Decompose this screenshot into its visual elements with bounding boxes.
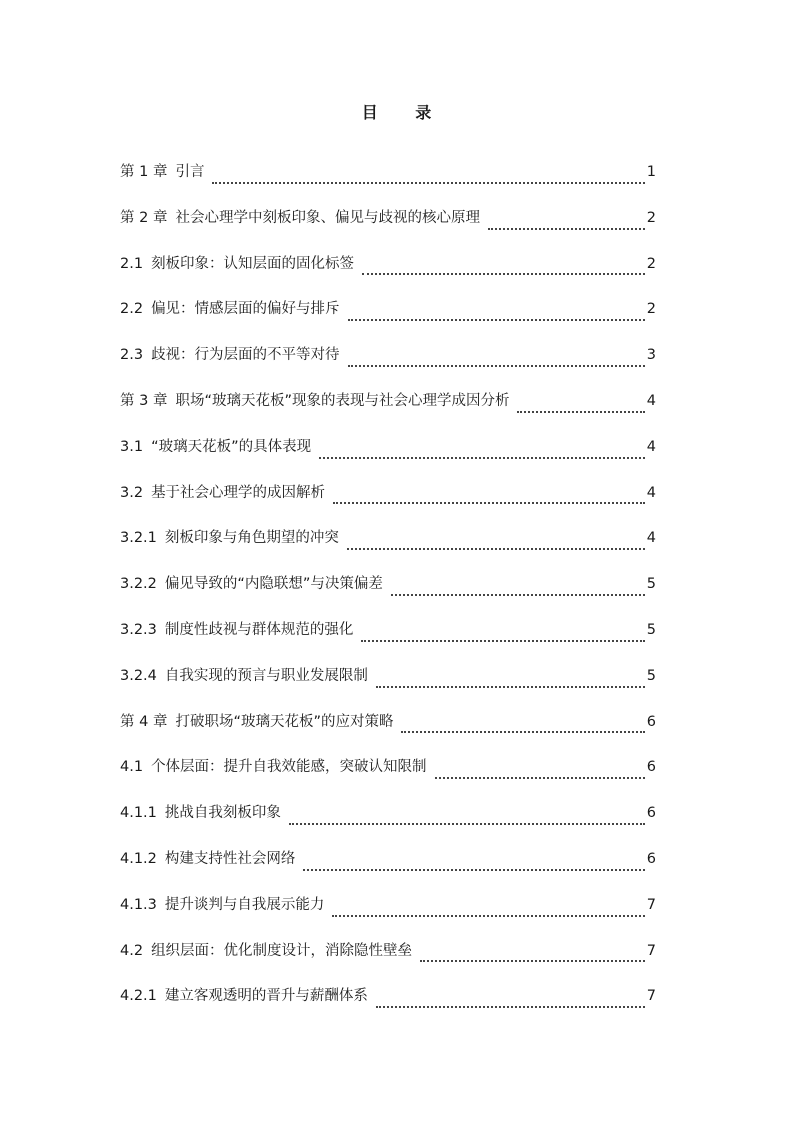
toc-entry-page: 3 <box>646 347 656 364</box>
toc-entry[interactable] <box>120 434 656 480</box>
toc-entry-number: 第 2 章 <box>120 209 168 226</box>
toc-entry-page: 2 <box>646 255 656 272</box>
toc-entry-title: 组织层面：优化制度设计，消除隐性壁垒 <box>151 942 413 959</box>
toc-entry[interactable] <box>120 617 656 663</box>
toc-entry-page: 4 <box>646 392 656 409</box>
toc-entry[interactable] <box>120 754 656 800</box>
dot-leader <box>319 457 645 459</box>
dot-leader <box>289 823 645 825</box>
dot-leader <box>212 182 644 184</box>
toc-entry-page: 1 <box>646 164 656 180</box>
dot-leader <box>376 1006 645 1008</box>
toc-entry-number: 4.2 <box>120 942 144 959</box>
toc-entry-title: 打破职场“玻璃天花板”的应对策略 <box>175 713 394 730</box>
dot-leader <box>401 731 644 733</box>
toc-entry-title: 个体层面：提升自我效能感，突破认知限制 <box>151 759 427 776</box>
toc-entry[interactable] <box>120 892 656 938</box>
dot-leader <box>362 273 645 275</box>
toc-entry[interactable] <box>120 663 656 709</box>
toc-entry-page: 6 <box>646 805 656 822</box>
toc-entry-page: 4 <box>646 438 656 455</box>
toc-entry[interactable] <box>120 205 656 251</box>
toc-entry[interactable] <box>120 388 656 434</box>
toc-entry-page: 6 <box>646 850 656 867</box>
toc-entry-title: 歧视：行为层面的不平等对待 <box>151 347 340 364</box>
toc-entry[interactable] <box>120 251 656 297</box>
toc-entry[interactable] <box>120 846 656 892</box>
toc-entry[interactable] <box>120 800 656 846</box>
dot-leader <box>303 869 644 871</box>
dot-leader <box>348 365 645 367</box>
toc-entry-number: 第 1 章 <box>120 164 168 180</box>
toc-entry-number: 2.1 <box>120 255 144 272</box>
toc-entry[interactable] <box>120 983 656 1029</box>
toc-entry[interactable] <box>120 709 656 755</box>
toc-entry-title: 基于社会心理学的成因解析 <box>151 484 326 501</box>
toc-entry-number: 第 4 章 <box>120 713 168 730</box>
toc-entry-title: 制度性歧视与群体规范的强化 <box>164 621 354 638</box>
toc-entry-page: 7 <box>646 988 656 1005</box>
toc-entry-number: 4.1.2 <box>120 850 157 867</box>
toc-entry-page: 4 <box>646 484 656 501</box>
dot-leader <box>420 960 645 962</box>
dot-leader <box>517 411 644 413</box>
toc-entry-title: 挑战自我刻板印象 <box>164 805 281 822</box>
toc-entry-title: 职场“玻璃天花板”现象的表现与社会心理学成因分析 <box>175 392 510 409</box>
toc-entry-page: 5 <box>646 667 656 684</box>
toc-entry-page: 5 <box>646 576 656 593</box>
toc-entry-number: 3.1 <box>120 438 144 455</box>
toc-entry-page: 2 <box>646 209 656 226</box>
toc-entry-title: 刻板印象与角色期望的冲突 <box>164 530 339 547</box>
toc-entry-page: 6 <box>646 713 656 730</box>
toc-entry-number: 2.3 <box>120 347 144 364</box>
toc-entry-number: 第 3 章 <box>120 392 168 409</box>
toc-entry[interactable] <box>120 480 656 526</box>
toc-entry-number: 3.2.2 <box>120 576 157 593</box>
toc-entry-number: 4.1 <box>120 759 144 776</box>
dot-leader <box>435 777 645 779</box>
toc-entry-number: 2.2 <box>120 301 144 318</box>
toc-entry-number: 3.2.4 <box>120 667 157 684</box>
dot-leader <box>348 319 645 321</box>
toc-entry-title: 偏见导致的“内隐联想”与决策偏差 <box>164 576 383 593</box>
dot-leader <box>488 228 645 230</box>
toc-entry-number: 4.1.3 <box>120 896 157 913</box>
dot-leader <box>361 640 644 642</box>
toc-entry[interactable] <box>120 938 656 984</box>
toc-entry-number: 3.2.1 <box>120 530 157 547</box>
toc-entry-number: 3.2 <box>120 484 144 501</box>
toc-entry-number: 4.1.1 <box>120 805 157 822</box>
toc-entry-title: 提升谈判与自我展示能力 <box>164 896 325 913</box>
dot-leader <box>333 502 645 504</box>
toc-entry[interactable] <box>120 571 656 617</box>
toc-entry-title: “玻璃天花板”的具体表现 <box>151 438 312 455</box>
toc-entry-number: 3.2.3 <box>120 621 157 638</box>
dot-leader <box>376 686 645 688</box>
dot-leader <box>332 915 644 917</box>
toc-entry-title: 构建支持性社会网络 <box>164 850 296 867</box>
dot-leader <box>347 548 645 550</box>
toc-entry-title: 社会心理学中刻板印象、偏见与歧视的核心原理 <box>175 209 480 226</box>
toc-entry[interactable] <box>120 525 656 571</box>
toc-entry-title: 引言 <box>175 164 205 180</box>
toc-entry[interactable] <box>120 159 656 205</box>
toc-entry-page: 6 <box>646 759 656 776</box>
toc-entry[interactable] <box>120 296 656 342</box>
toc-entry-title: 刻板印象：认知层面的固化标签 <box>151 255 355 272</box>
toc-title: 目 录 <box>361 103 448 122</box>
toc-list <box>120 159 656 1029</box>
toc-entry-page: 2 <box>646 301 656 318</box>
toc-entry-title: 偏见：情感层面的偏好与排斥 <box>151 301 340 318</box>
dot-leader <box>391 594 645 596</box>
toc-entry-page: 5 <box>646 621 656 638</box>
toc-entry-page: 7 <box>646 942 656 959</box>
toc-entry-title: 建立客观透明的晋升与薪酬体系 <box>164 988 368 1005</box>
toc-entry-number: 4.2.1 <box>120 988 157 1005</box>
toc-entry[interactable] <box>120 342 656 388</box>
toc-entry-page: 4 <box>646 530 656 547</box>
toc-entry-title: 自我实现的预言与职业发展限制 <box>164 667 368 684</box>
toc-entry-page: 7 <box>646 896 656 913</box>
